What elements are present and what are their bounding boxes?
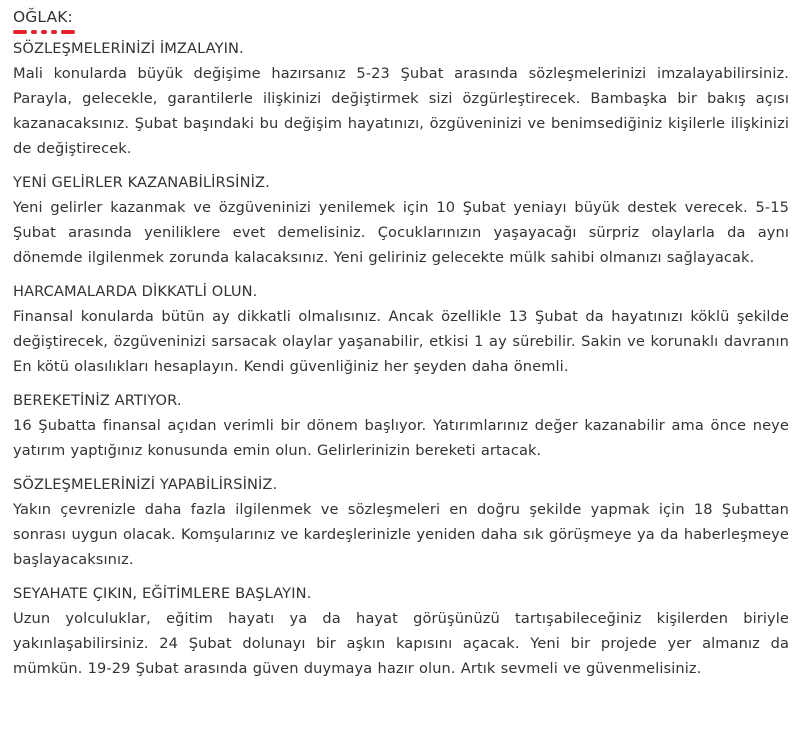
section-heading: BEREKETİNİZ ARTIYOR.	[13, 392, 182, 409]
underline-dash	[13, 30, 27, 34]
section-yeni-gelirler	[13, 170, 789, 270]
section-heading: SÖZLEŞMELERİNİZİ İMZALAYIN.	[13, 40, 244, 57]
section-body: Finansal konularda bütün ay dikkatli olmalısınız. Ancak özellikle 13 Şubat da hayatınızı köklü şekilde değiştirecek, özgüveninizi sarsacak olaylar yaşanabilir, etkisi 1 ay sürebilir. Sakin ve korunaklı davranın En kötü olasılıkları hesaplayın. Kendi güvenliğiniz her şeyden daha önemli.	[13, 308, 789, 375]
section-body: Uzun yolculuklar, eğitim hayatı ya da hayat görüşünüzü tartışabileceğiniz kişilerden biriyle yakınlaşabilirsiniz. 24 Şubat dolunayı bir aşkın kapısını açacak. Yeni bir projede yer almanız da mümkün. 19-29 Şubat arasında güven duymaya hazır olun. Artık sevmeli ve güvenmelisiniz.	[13, 610, 789, 677]
section-body: Yeni gelirler kazanmak ve özgüveninizi yenilemek için 10 Şubat yeniayı büyük destek verecek. 5-15 Şubat arasında yeniliklere evet demelisiniz. Çocuklarınızın yaşayacağı sürpriz olaylarla da aynı dönemde ilgilenmek zorunda kalacaksınız. Yeni geliriniz gelecekte mülk sahibi olmanızı sağlayacak.	[13, 199, 789, 266]
section-bereket	[13, 388, 789, 463]
underline-dot	[51, 30, 57, 34]
title-block	[13, 6, 789, 36]
title-underline-decoration	[13, 30, 75, 34]
underline-dash	[61, 30, 75, 34]
underline-dot	[31, 30, 37, 34]
section-harcamalar	[13, 279, 789, 379]
underline-dot	[41, 30, 47, 34]
page-title: OĞLAK:	[13, 8, 73, 26]
section-heading: YENİ GELİRLER KAZANABİLİRSİNİZ.	[13, 174, 270, 191]
section-body: Mali konularda büyük değişime hazırsanız 5-23 Şubat arasında sözleşmelerinizi imzalayabilirsiniz. Parayla, gelecekle, garantilerle ilişkinizi değiştirmek sizi özgürleştirecek. Bambaşka bir bakış açısı kazanacaksınız. Şubat başındaki bu değişim hayatınızı, özgüveninizi ve benimsediğiniz kişilerle ilişkinizi de değiştirecek.	[13, 65, 789, 157]
section-seyahat-egitim	[13, 581, 789, 681]
section-sozlesmeler-imzalayin	[13, 36, 789, 161]
section-body: 16 Şubatta finansal açıdan verimli bir dönem başlıyor. Yatırımlarınız değer kazanabilir ama önce neye yatırım yaptığınız konusunda emin olun. Gelirlerinizin bereketi artacak.	[13, 417, 789, 459]
section-heading: HARCAMALARDA DİKKATLİ OLUN.	[13, 283, 258, 300]
section-heading: SÖZLEŞMELERİNİZİ YAPABİLİRSİNİZ.	[13, 476, 278, 493]
section-body: Yakın çevrenizle daha fazla ilgilenmek ve sözleşmeleri en doğru şekilde yapmak için 18 Şubattan sonrası uygun olacak. Komşularınız ve kardeşlerinizle yeniden daha sık görüşmeye ya da haberleşmeye başlayacaksınız.	[13, 501, 789, 568]
section-heading: SEYAHATE ÇIKIN, EĞİTİMLERE BAŞLAYIN.	[13, 585, 312, 602]
section-sozlesmeler-yapabilirsiniz	[13, 472, 789, 572]
